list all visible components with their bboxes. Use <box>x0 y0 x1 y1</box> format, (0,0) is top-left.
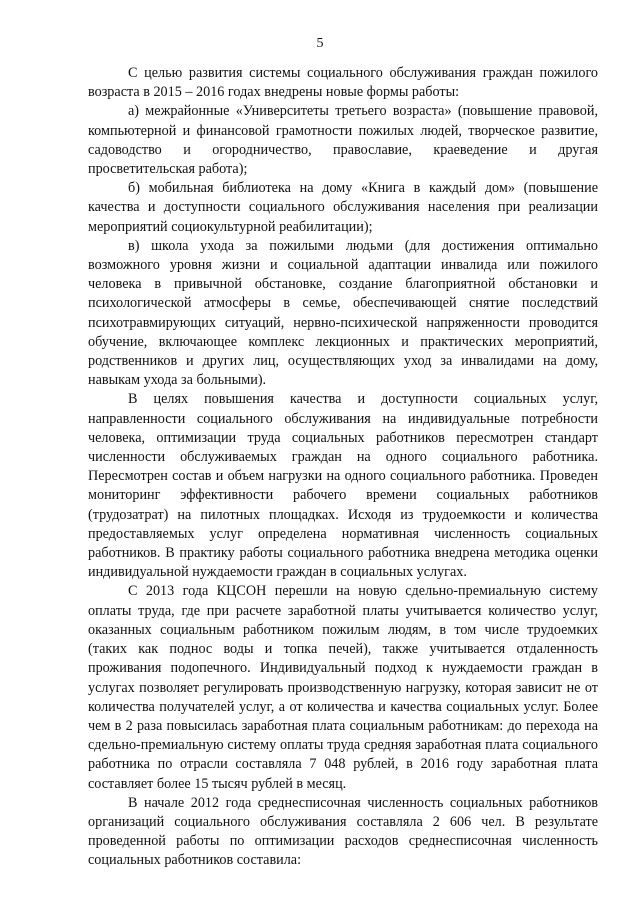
paragraph-item-b: б) мобильная библиотека на дому «Книга в каждый дом» (повышение качества и доступности социального обслуживания населения при реализации мероприятий социокультурной реабилитации); <box>88 180 598 235</box>
paragraph-pay-system: С 2013 года КЦСОН перешли на новую сдельно-премиальную систему оплаты труда, где при расчете заработной платы учитывается количество услуг, оказанных социальным работником пожилым людям, в том числе трудоемких (таких как поднос воды и топка печей), также учитывается отдаленность проживания подопечного. Индивидуальный подход к нуждаемости граждан в услугах позволяет регулировать производственную нагрузку, которая зависит не от количества получателей услуг, а от количества и качества социальных услуг. Более чем в 2 раза повысилась заработная плата социальным работникам: до перехода на сдельно-премиальную систему оплаты труда средняя заработная плата социального работника по отрасли составляла 7 048 рублей, в 2016 году заработная плата составляет более 15 тысяч рублей в месяц. <box>88 583 598 792</box>
page-number: 5 <box>316 36 324 51</box>
paragraph-quality: В целях повышения качества и доступности социальных услуг, направленности социального обслуживания на индивидуальные потребности человека, оптимизации труда социальных работников пересмотрен стандарт численности обслуживаемых граждан на одного социального работника. Пересмотрен состав и объем нагрузки на одного социального работника. Проведен мониторинг эффективности рабочего времени социальных работников (трудозатрат) на пилотных площадках. Исходя из трудоемкости и количества предоставляемых услуг определена нормативная численность социальных работников. В практику работы социального работника внедрена методика оценки индивидуальной нуждаемости граждан в социальных услугах. <box>88 391 598 581</box>
paragraph-item-c: в) школа ухода за пожилыми людьми (для достижения оптимально возможного уровня жизни и социальной адаптации инвалида или пожилого человека в привычной обстановке, создание благоприятной обстановки и психологической атмосферы в семье, обеспечивающей снятие последствий психотравмирующих ситуаций, нервно-психической напряженности проводится обучение, включающее комплекс лекционных и практических мероприятий, родственников и других лиц, осуществляющих уход за инвалидами на дому, навыкам ухода за больными). <box>88 237 598 389</box>
paragraph-item-a: а) межрайонные «Университеты третьего возраста» (повышение правовой, компьютерной и финансовой грамотности пожилых людей, творческое развитие, садоводство и огородничество, православие, краеведение и другая просветительская работа); <box>88 103 598 178</box>
paragraph-intro: С целью развития системы социального обслуживания граждан пожилого возраста в 2015 – 2016 годах внедрены новые формы работы: <box>88 65 598 101</box>
text-body <box>88 64 598 871</box>
paragraph-headcount: В начале 2012 года среднесписочная численность социальных работников организаций социального обслуживания составляла 2 606 чел. В результате проведенной работы по оптимизации расходов среднесписочная численность социальных работников составила: <box>88 794 598 869</box>
